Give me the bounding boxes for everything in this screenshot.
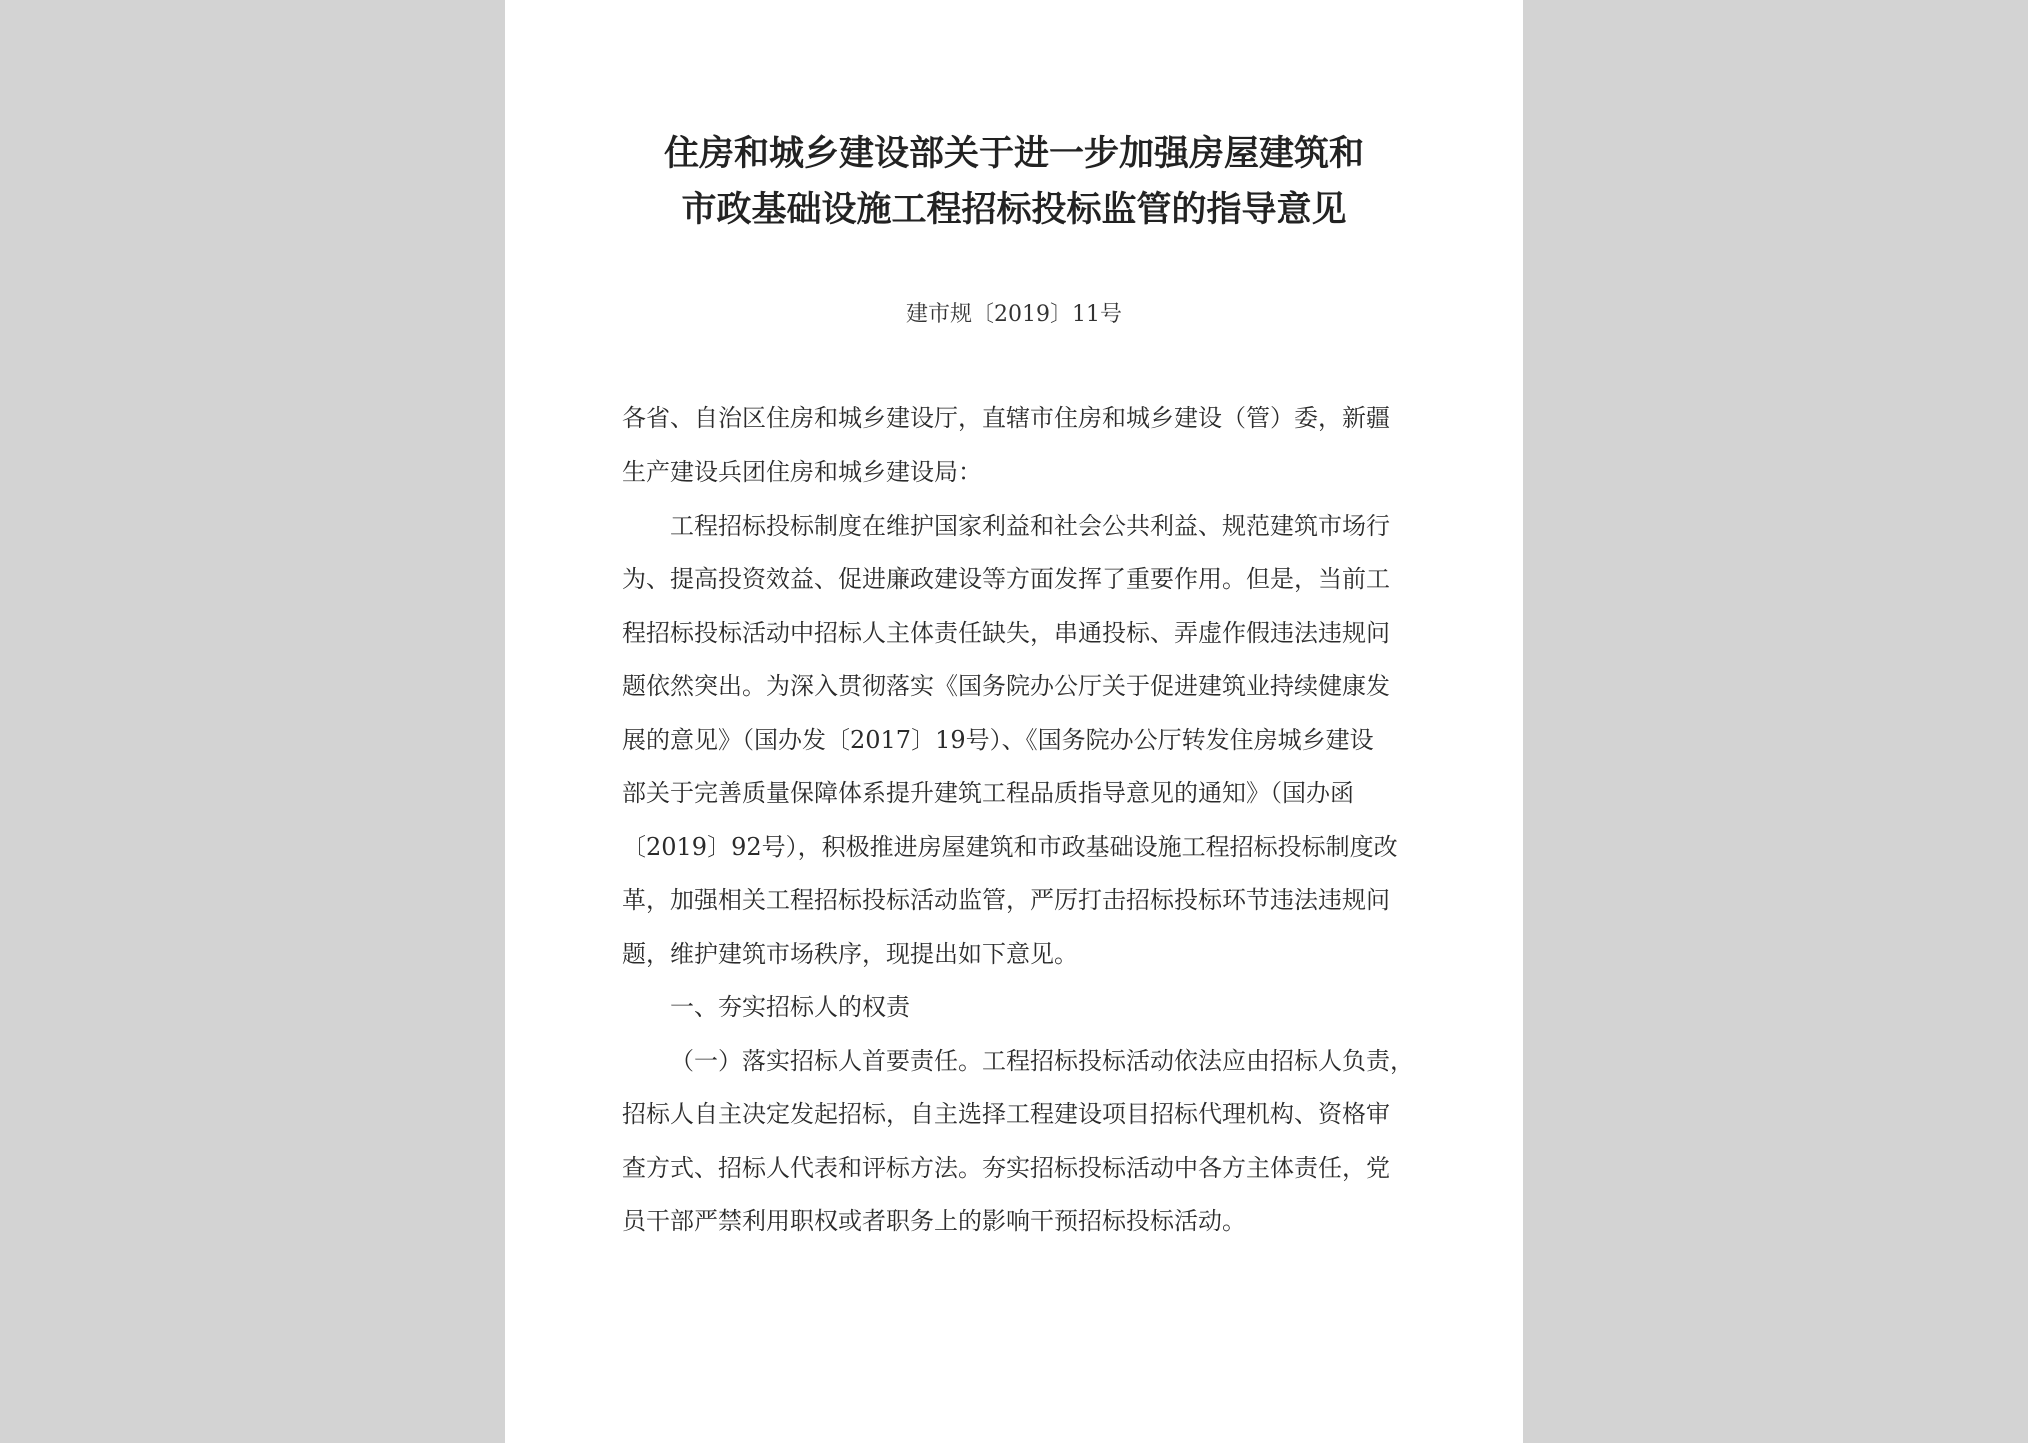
body-line: 部关于完善质量保障体系提升建筑工程品质指导意见的通知》（国办函 (622, 779, 1354, 807)
body-line: 生产建设兵团住房和城乡建设局： (622, 458, 982, 486)
body-line: 工程招标投标制度在维护国家利益和社会公共利益、规范建筑市场行 (670, 512, 1390, 540)
document-title-line-2: 市政基础设施工程招标投标监管的指导意见 (681, 189, 1347, 230)
section-heading: 一、夯实招标人的权责 (670, 993, 910, 1021)
body-line: 展的意见》（国办发〔2017〕19号）、《国务院办公厅转发住房城乡建设 (622, 726, 1374, 754)
document-title-line-1: 住房和城乡建设部关于进一步加强房屋建筑和 (663, 133, 1364, 174)
body-line: 招标人自主决定发起招标，自主选择工程建设项目招标代理机构、资格审 (622, 1100, 1390, 1128)
body-line: （一）落实招标人首要责任。工程招标投标活动依法应由招标人负责， (670, 1047, 1414, 1075)
body-line: 题依然突出。为深入贯彻落实《国务院办公厅关于促进建筑业持续健康发 (622, 672, 1390, 700)
document-number: 建市规〔2019〕11号 (906, 302, 1122, 327)
body-line: 查方式、招标人代表和评标方法。夯实招标投标活动中各方主体责任，党 (622, 1154, 1390, 1182)
body-line: 题，维护建筑市场秩序，现提出如下意见。 (622, 940, 1078, 968)
body-line: 〔2019〕92号），积极推进房屋建筑和市政基础设施工程招标投标制度改 (622, 833, 1398, 861)
body-line: 为、提高投资效益、促进廉政建设等方面发挥了重要作用。但是，当前工 (622, 565, 1390, 593)
body-line: 各省、自治区住房和城乡建设厅，直辖市住房和城乡建设（管）委，新疆 (622, 404, 1390, 432)
body-line: 程招标投标活动中招标人主体责任缺失，串通投标、弄虚作假违法违规问 (622, 619, 1390, 647)
body-line: 革，加强相关工程招标投标活动监管，严厉打击招标投标环节违法违规问 (622, 886, 1390, 914)
document-page (505, 0, 1523, 1443)
body-line: 员干部严禁利用职权或者职务上的影响干预招标投标活动。 (622, 1207, 1246, 1235)
